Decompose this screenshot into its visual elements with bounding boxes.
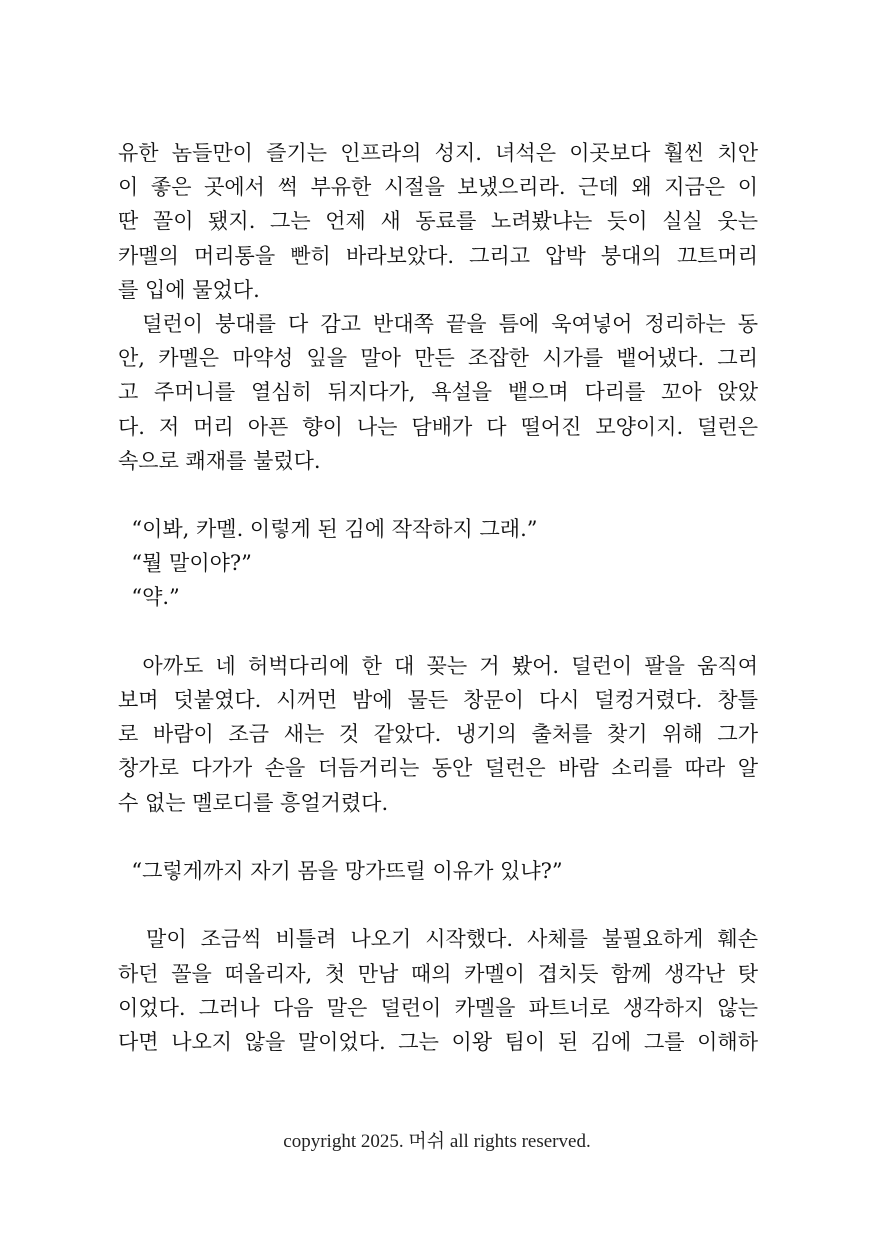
dialogue-line: “약.” [118, 585, 180, 610]
text-line: 덜런이 붕대를 다 감고 반대쪽 끝을 틈에 욱여넣어 정리하는 동 [118, 311, 758, 336]
blank-line [118, 888, 758, 922]
blank-line [118, 478, 758, 512]
text-line: 창가로 다가가 손을 더듬거리는 동안 덜런은 바람 소리를 따라 알 [118, 756, 758, 781]
blank-line [118, 820, 758, 854]
text-line: 카멜의 머리통을 빤히 바라보았다. 그리고 압박 붕대의 끄트머리 [118, 243, 758, 268]
text-line: 를 입에 물었다. [118, 277, 260, 302]
text-line: 아까도 네 허벅다리에 한 대 꽂는 거 봤어. 덜런이 팔을 움직여 [118, 653, 758, 678]
text-line: 다면 나오지 않을 말이었다. 그는 이왕 팀이 된 김에 그를 이해하 [118, 1029, 758, 1054]
blank-line [118, 615, 758, 649]
document-body [118, 136, 758, 1059]
text-line: 이었다. 그러나 다음 말은 덜런이 카멜을 파트너로 생각하지 않는 [118, 995, 758, 1020]
text-line: 이 좋은 곳에서 썩 부유한 시절을 보냈으리라. 근데 왜 지금은 이 [118, 175, 758, 200]
text-line: 수 없는 멜로디를 흥얼거렸다. [118, 790, 389, 815]
text-line: 보며 덧붙였다. 시꺼먼 밤에 물든 창문이 다시 덜컹거렸다. 창틀 [118, 688, 758, 712]
text-line: 안, 카멜은 마약성 잎을 말아 만든 조잡한 시가를 뱉어냈다. 그리 [118, 346, 758, 371]
text-line: 말이 조금씩 비틀려 나오기 시작했다. 사체를 불필요하게 훼손 [118, 927, 758, 952]
text-line: 다. 저 머리 아픈 향이 나는 담배가 다 떨어진 모양이지. 덜런은 [118, 414, 758, 439]
text-line: 고 주머니를 열심히 뒤지다가, 욕설을 뱉으며 다리를 꼬아 앉았 [118, 380, 758, 405]
copyright-footer: copyright 2025. 머쉬 all rights reserved. [283, 1131, 591, 1152]
text-line: 로 바람이 조금 새는 것 같았다. 냉기의 출처를 찾기 위해 그가 [118, 722, 758, 747]
text-line: 하던 꼴을 떠올리자, 첫 만남 때의 카멜이 겹치듯 함께 생각난 탓 [118, 961, 758, 986]
dialogue-line: “뭘 말이야?” [118, 551, 252, 576]
text-line: 딴 꼴이 됐지. 그는 언제 새 동료를 노려봤냐는 듯이 실실 웃는 [118, 209, 758, 234]
text-line: 속으로 쾌재를 불렀다. [118, 448, 321, 473]
text-line: 유한 놈들만이 즐기는 인프라의 성지. 녀석은 이곳보다 훨씬 치안 [118, 141, 758, 165]
dialogue-line: “그렇게까지 자기 몸을 망가뜨릴 이유가 있냐?” [118, 858, 563, 883]
dialogue-line: “이봐, 카멜. 이렇게 된 김에 작작하지 그래.” [118, 517, 538, 542]
